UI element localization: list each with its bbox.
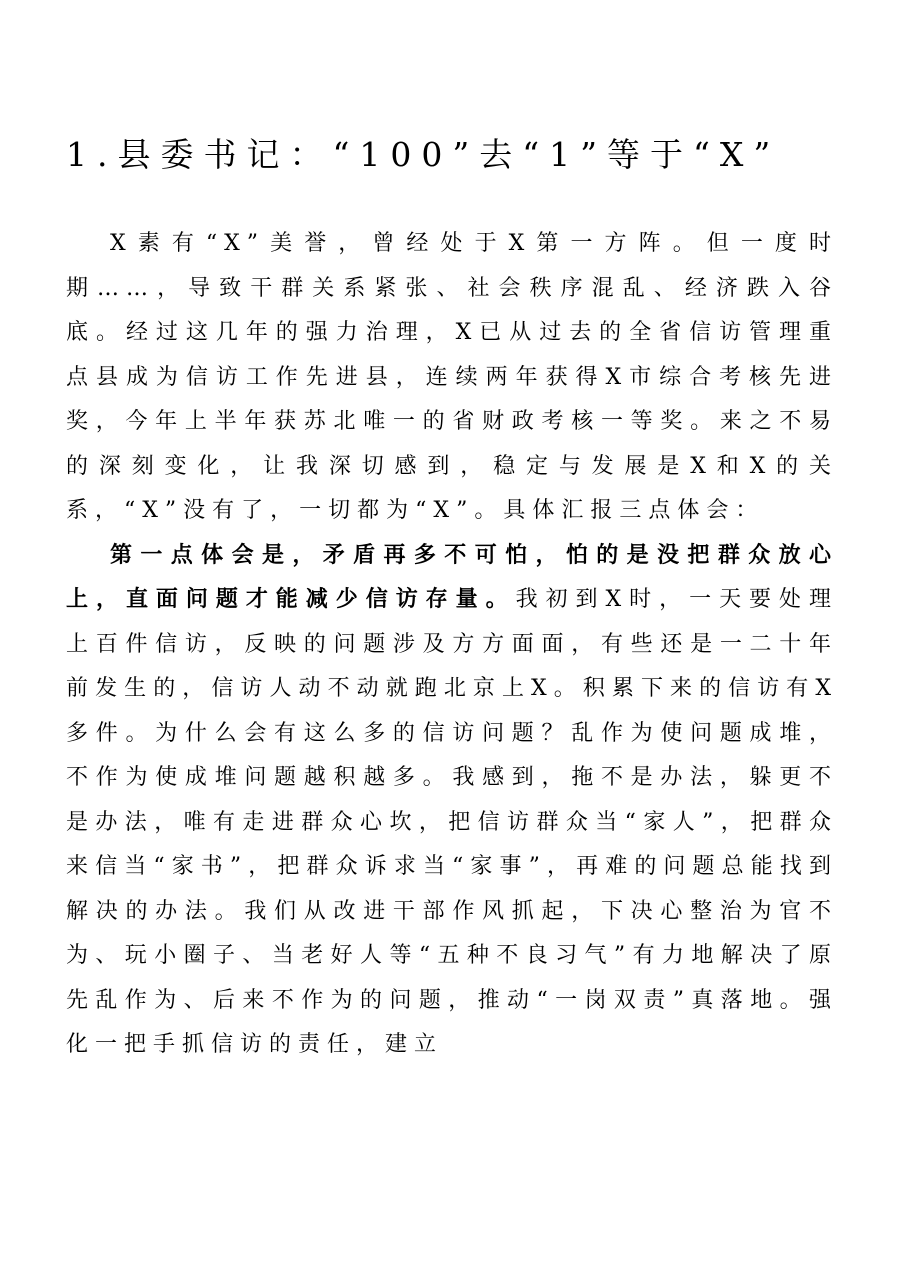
paragraph-first-point-lead: 第一点体会是，矛盾再多不可怕，怕的是没把群众放心上，直面问题才能减少信访存量。 <box>66 542 838 612</box>
paragraph-first-point-body: 我初到X时，一天要处理上百件信访，反映的问题涉及方方面面，有些还是一二十年前发生的，信访人动不动就跑北京上X。积累下来的信访有X多件。为什么会有这么多的信访问题？乱作为使问题成堆，不作为使成堆问题越积越多。我感到，拖不是办法，躲更不是办法，唯有走进群众心坎，把信访群众当“家人”，把群众来信当“家书”，把群众诉求当“家事”，再难的问题总能找到解决的办法。我们从改进干部作风抓起，下决心整治为官不为、玩小圈子、当老好人等“五种不良习气”有力地解决了原先乱作为、后来不作为的问题，推动“一岗双责”真落地。强化一把手抓信访的责任，建立 <box>66 587 838 1057</box>
document-body <box>66 222 838 1068</box>
paragraph-first-point <box>66 534 838 1068</box>
paragraph-intro: X素有“X”美誉，曾经处于X第一方阵。但一度时期……，导致干群关系紧张、社会秩序混乱、经济跌入谷底。经过这几年的强力治理，X已从过去的全省信访管理重点县成为信访工作先进县，连续两年获得X市综合考核先进奖，今年上半年获苏北唯一的省财政考核一等奖。来之不易的深刻变化，让我深切感到，稳定与发展是X和X的关系，“X”没有了，一切都为“X”。具体汇报三点体会： <box>66 231 838 523</box>
document-title: 1.县委书记：“100”去“1”等于“X” <box>66 135 781 174</box>
